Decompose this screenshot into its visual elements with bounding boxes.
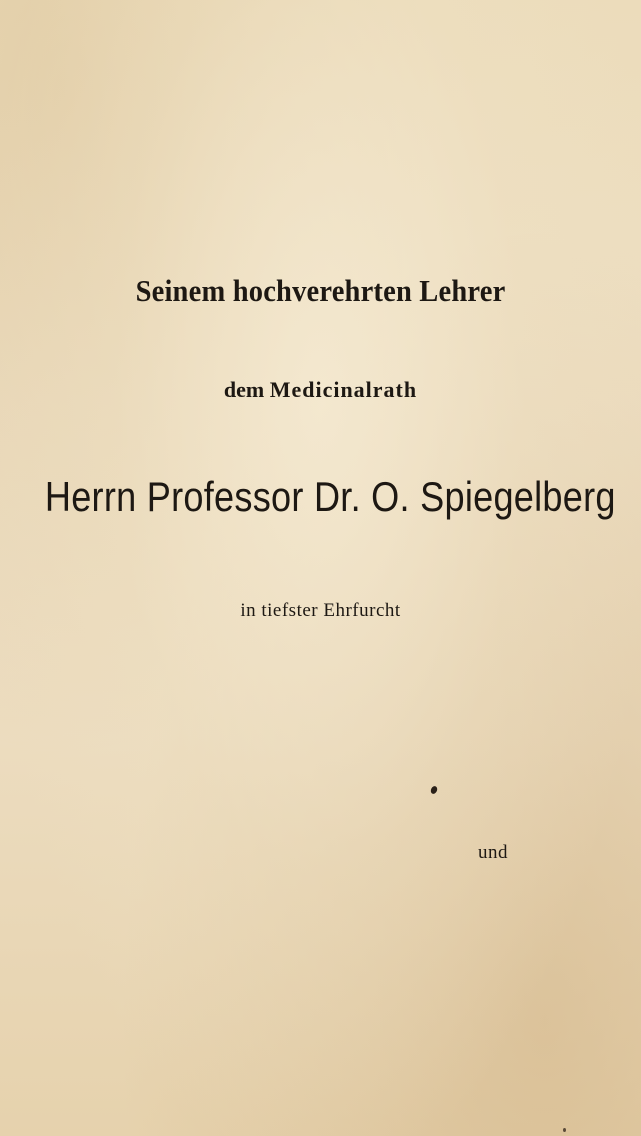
dedication-line-2 [0,377,641,403]
dedication-line-2-prefix: dem [223,377,265,402]
paper-speck [563,1128,566,1132]
ink-speck [430,785,439,795]
dedication-line-4: in tiefster Ehrfurcht [240,600,401,621]
dedication-line-2-title: Medicinalrath [269,377,418,402]
dedication-line-1: Seinem hochverehrten Lehrer [135,273,506,308]
dedication-line-5: und [478,842,508,863]
dedication-name: Herrn Professor Dr. O. Spiegelberg [44,473,616,520]
